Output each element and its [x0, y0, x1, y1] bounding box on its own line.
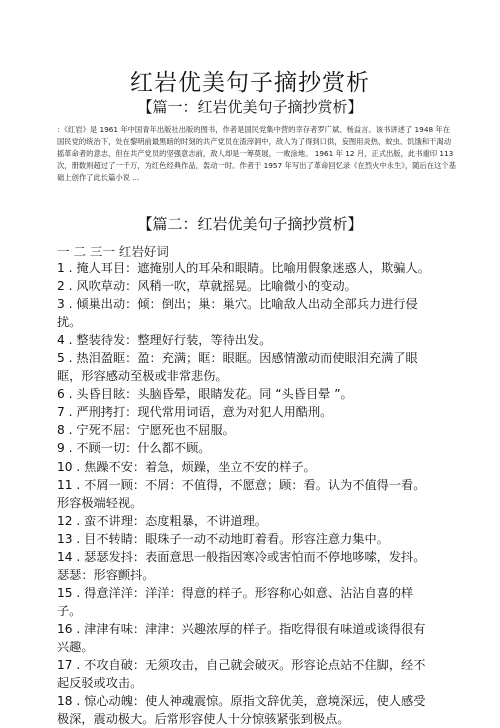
list-item: 5 . 热泪盈眶：盈：充满；眶：眼眶。因感情激动而使眼泪充满了眼眶，形容感动至极或非常悲伤。	[57, 351, 418, 384]
list-item: 12 . 蛮不讲理：态度粗暴，不讲道理。	[57, 513, 267, 528]
list-item: 2 . 风吹草动：风稍一吹，草就摇晃。比喻微小的变动。	[57, 279, 357, 294]
list-item: 7 . 严刑拷打：现代常用词语，意为对犯人用酷刑。	[57, 405, 333, 420]
vocabulary-list	[57, 259, 433, 728]
list-item: 14 . 瑟瑟发抖：表面意思一般指因寒冷或害怕而不停地哆嗦，发抖。瑟瑟：形容颤抖。	[57, 549, 426, 582]
list-heading: 一 二 三一 红岩好词	[57, 244, 169, 259]
section-one-heading: 【篇一：红岩优美句子摘抄赏析】	[137, 98, 363, 116]
section-two-heading: 【篇二：红岩优美句子摘抄赏析】	[137, 215, 363, 233]
list-item: 13 . 目不转睛：眼珠子一动不动地盯着看。形容注意力集中。	[57, 531, 389, 546]
list-item: 10 . 焦躁不安：着急，烦躁，坐立不安的样子。	[57, 459, 316, 474]
document-title: 红岩优美句子摘抄赏析	[130, 70, 370, 96]
list-item: 8 . 宁死不屈：宁愿死也不屈服。	[57, 423, 235, 438]
list-item: 11 . 不屑一顾：不屑：不值得，不愿意；顾：看。认为不值得一看。形容极端轻视。	[57, 477, 426, 510]
list-item: 17 . 不攻自破：无须攻击，自己就会破灭。形容论点站不住脚，经不起反驳或攻击。	[57, 658, 426, 691]
list-item: 18 . 惊心动魄：使人神魂震惊。原指文辞优美，意境深远，使人感受极深，震动极大。后常形容使人十分惊骇紧张到极点。	[57, 694, 426, 727]
list-item: 9 . 不顾一切：什么都不顾。	[57, 441, 211, 456]
intro-paragraph: ：《红岩》是 1961 年中国青年出版社出版的图书，作者是国民党集中营的幸存者罗广斌、杨益言。该书讲述了 1948 年在国民党的统治下，处在黎明前最黑暗的时刻的共产党员在渣滓洞中，敌人为了得到口供，妄图用炎热、蚊虫、饥饿和干渴动摇革命者的意志，但在共产党员的坚强意志前，敌人却是一筹莫展，一败涂地。 1961 年 12 月，正式出版，此书重印 113 次，册数则超过了一千万，为红色经典作品，轰动一时。作者于 1957 年写出了革命回忆录《在烈火中永生》，随后在这个基础上创作了此长篇小说 ...	[57, 125, 456, 182]
list-item: 6 . 头昏目眩：头脑昏晕，眼睛发花。同 “头昏目晕 ”。	[57, 387, 353, 402]
list-item: 3 . 倾巢出动：倾：倒出；巢：巢穴。比喻敌人出动全部兵力进行侵扰。	[57, 297, 418, 330]
list-item: 4 . 整装待发：整理好行装，等待出发。	[57, 333, 272, 348]
list-item: 16 . 津津有味：津津：兴趣浓厚的样子。指吃得很有味道或谈得很有兴趣。	[57, 621, 426, 654]
list-item: 15 . 得意洋洋：洋洋：得意的样子。形容称心如意、沾沾自喜的样子。	[57, 585, 414, 618]
list-item: 1 . 掩人耳目：遮掩别人的耳朵和眼睛。比喻用假象迷惑人，欺骗人。	[57, 261, 430, 275]
